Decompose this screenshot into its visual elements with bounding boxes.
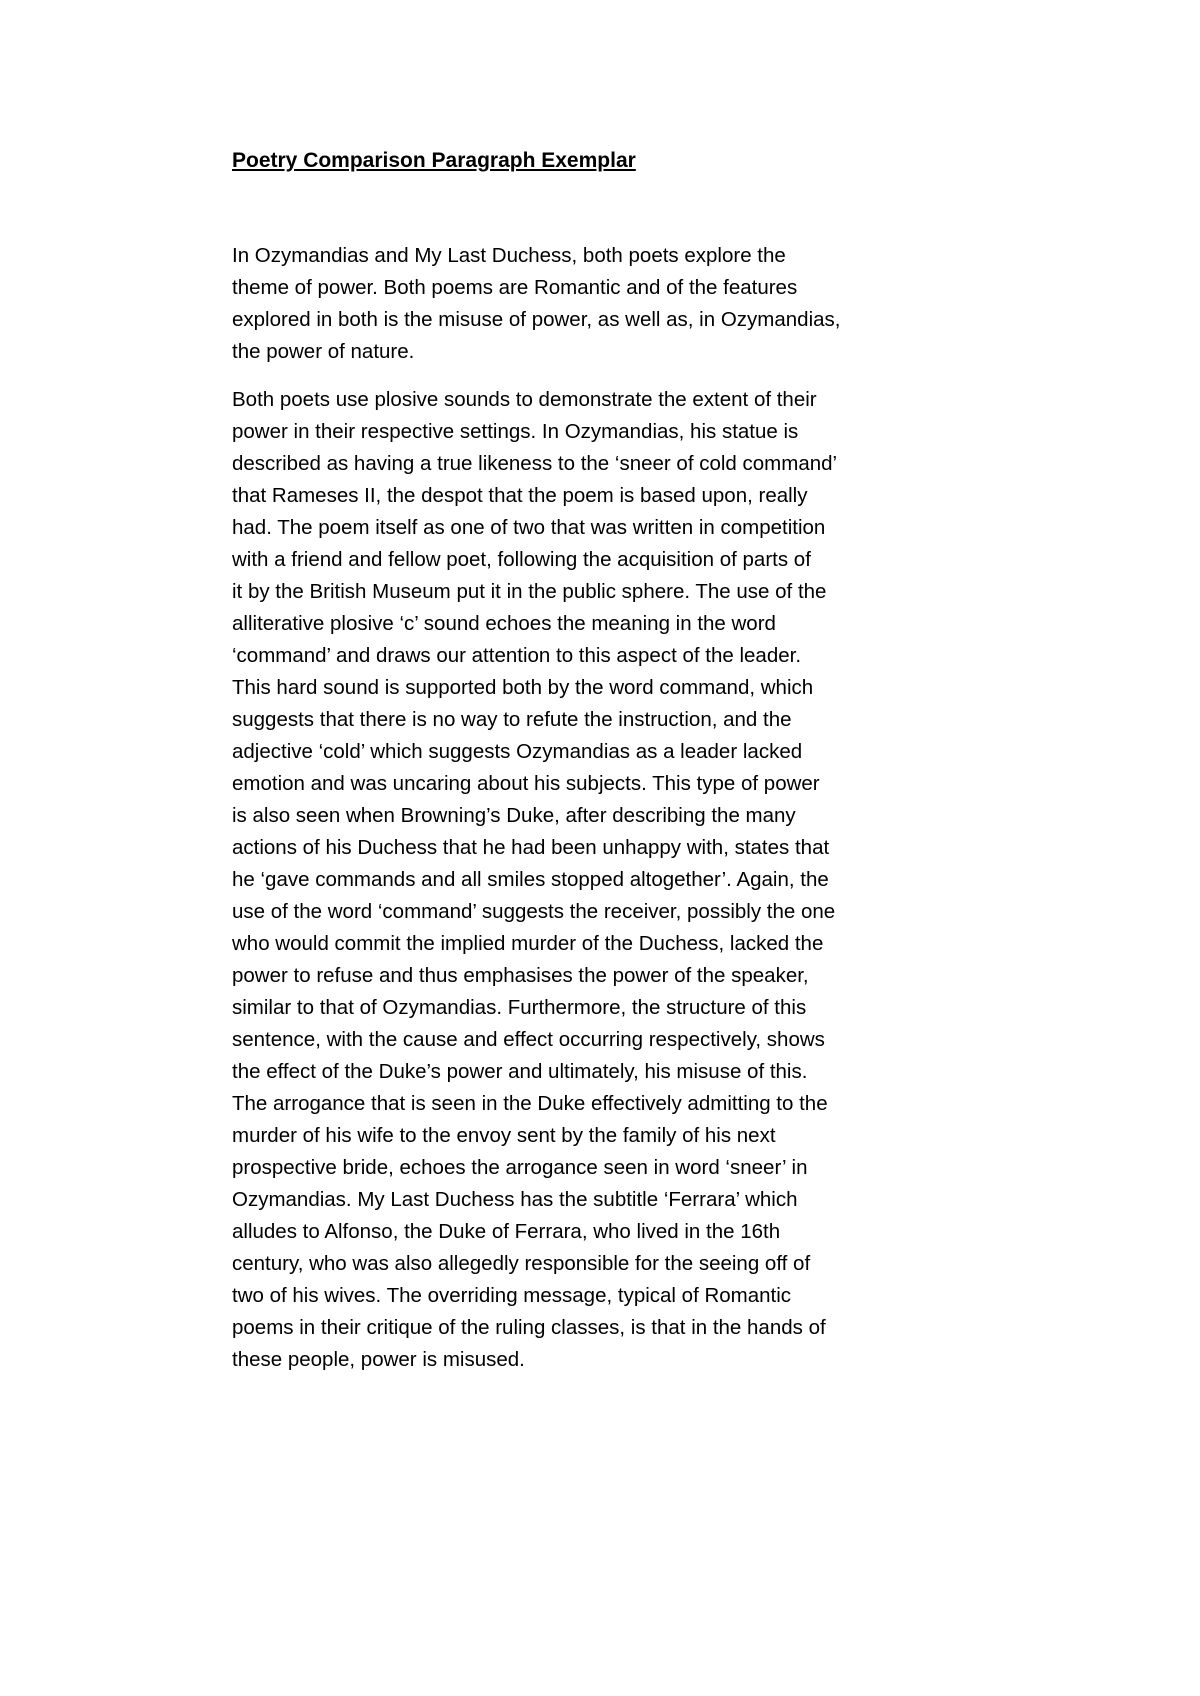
paragraph-introduction: In Ozymandias and My Last Duchess, both poets explore the theme of power. Both poems are Romantic and of the features explored in both is the misuse of power, as well as, in Ozymandias, the power of nature.: [232, 244, 841, 363]
paragraph-analysis: Both poets use plosive sounds to demonstrate the extent of their power in their respective settings. In Ozymandias, his statue is described as having a true likeness to the ‘sneer of cold command’ that Rameses II, the despot that the poem is based upon, really had. The poem itself as one of two that was written in competition with a friend and fellow poet, following the acquisition of parts of it by the British Museum put it in the public sphere. The use of the alliterative plosive ‘c’ sound echoes the meaning in the word ‘command’ and draws our attention to this aspect of the leader. This hard sound is supported both by the word command, which suggests that there is no way to refute the instruction, and the adjective ‘cold’ which suggests Ozymandias as a leader lacked emotion and was uncaring about his subjects. This type of power is also seen when Browning’s Duke, after describing the many actions of his Duchess that he had been unhappy with, states that he ‘gave commands and all smiles stopped altogether’. Again, the use of the word ‘command’ suggests the receiver, possibly the one who would commit the implied murder of the Duchess, lacked the power to refuse and thus emphasises the power of the speaker, similar to that of Ozymandias. Furthermore, the structure of this sentence, with the cause and effect occurring respectively, shows the effect of the Duke’s power and ultimately, his misuse of this. The arrogance that is seen in the Duke effectively admitting to the murder of his wife to the envoy sent by the family of his next prospective bride, echoes the arrogance seen in word ‘sneer’ in Ozymandias. My Last Duchess has the subtitle ‘Ferrara’ which alludes to Alfonso, the Duke of Ferrara, who lived in the 16th century, who was also allegedly responsible for the seeing off of two of his wives. The overriding message, typical of Romantic poems in their critique of the ruling classes, is that in the hands of these people, power is misused.: [232, 388, 838, 1371]
document-body: [232, 140, 904, 1376]
document-title: Poetry Comparison Paragraph Exemplar: [232, 149, 636, 172]
